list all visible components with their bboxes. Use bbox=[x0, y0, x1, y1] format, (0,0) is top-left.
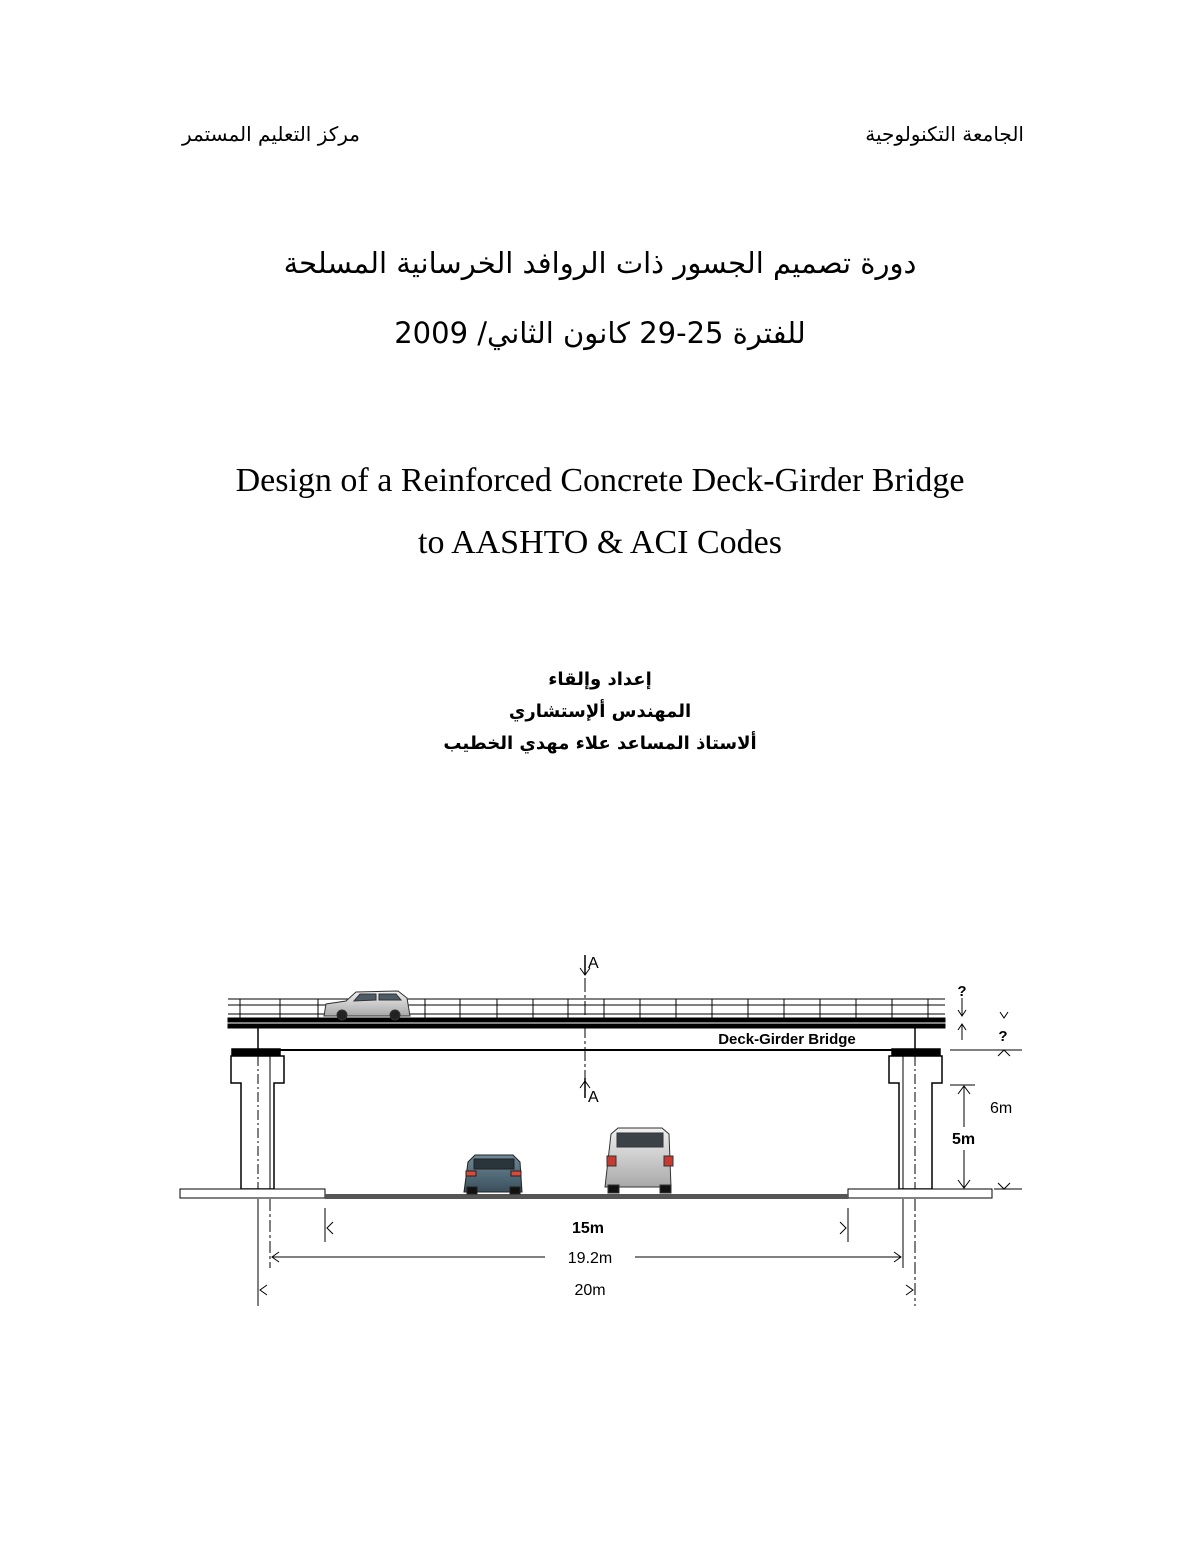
dim-height-total: 6m bbox=[990, 1100, 1013, 1117]
english-title-line2: to AASHTO & ACI Codes bbox=[418, 524, 782, 561]
dim-top-unknown: ? bbox=[957, 983, 967, 1000]
continuing-education-center: مركز التعليم المستمر bbox=[182, 122, 361, 146]
road-surface bbox=[180, 1189, 992, 1199]
credit-engineer-title: المهندس ألإستشاري bbox=[508, 701, 692, 722]
bridge-label: Deck-Girder Bridge bbox=[718, 1031, 856, 1048]
dim-carriageway: 15m bbox=[571, 1220, 605, 1237]
english-title-line1: Design of a Reinforced Concrete Deck-Girder Bridge bbox=[235, 462, 965, 499]
blue-car bbox=[464, 1155, 522, 1194]
white-suv bbox=[605, 1128, 673, 1193]
university-name: الجامعة التكنولوجية bbox=[865, 122, 1024, 146]
dim-clearance: 5m bbox=[952, 1131, 976, 1148]
right-pier bbox=[889, 1049, 942, 1189]
dim-deck-unknown: ? bbox=[998, 1028, 1008, 1045]
arabic-course-title: دورة تصميم الجسور ذات الروافد الخرسانية المسلحة bbox=[283, 246, 917, 280]
credit-prepared-by: إعداد وإلقاء bbox=[548, 669, 652, 690]
arabic-course-date: للفترة 25-29 كانون الثاني/ 2009 bbox=[394, 316, 806, 350]
dim-bearing-span: 19.2m bbox=[567, 1250, 613, 1267]
dim-overall-span: 20m bbox=[574, 1282, 606, 1299]
vertical-dimensions bbox=[950, 998, 1022, 1189]
left-pier bbox=[231, 1049, 284, 1189]
section-mark-top: A bbox=[588, 955, 599, 972]
car-on-deck bbox=[324, 991, 410, 1020]
section-mark-bottom: A bbox=[588, 1089, 599, 1106]
credit-author-name: ألاستاذ المساعد علاء مهدي الخطيب bbox=[443, 733, 757, 754]
bridge-elevation-figure bbox=[0, 930, 1200, 1330]
